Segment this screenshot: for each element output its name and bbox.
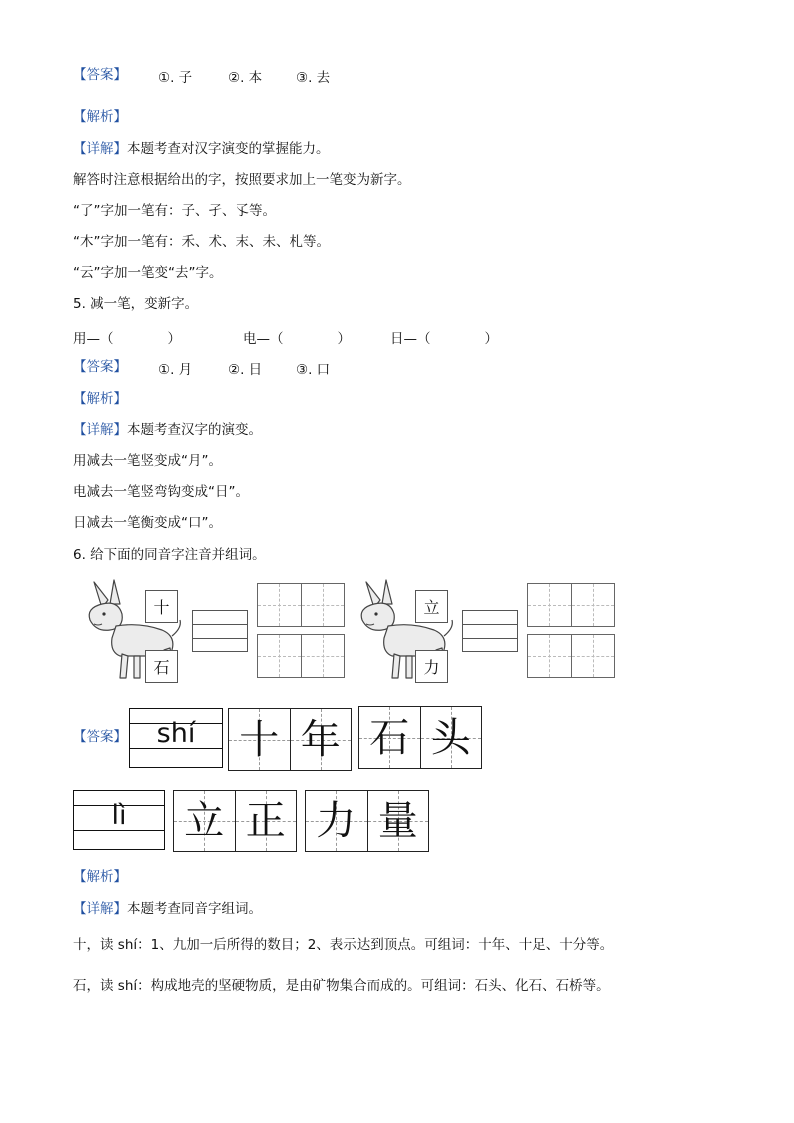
q5-blank-3: 日—（ ） [390,331,498,347]
answer-char: 年 [300,716,341,763]
q4-answer-1: ①. 子 [158,70,193,86]
q4-answer-2: ②. 本 [228,70,263,86]
answer-char: 立 [184,798,225,844]
q4-analysis-line: “云”字加一笔变“去”字。 [73,265,223,281]
answer-char: 正 [245,798,286,844]
answer-char: 石 [369,714,410,761]
pinyin-text: lì [111,800,127,831]
q5-analysis-line: 电减去一笔竖弯钩变成“日”。 [73,484,249,500]
q5-detail-line [73,421,262,439]
answer-char: 十 [239,716,280,763]
answer-tag: 【答案】 [73,359,127,375]
detail-text: 本题考查对汉字演变的掌握能力。 [127,141,330,157]
q5-analysis-tag: 【解析】 [73,391,127,407]
pinyin-blank-lines [192,610,248,652]
figure-char-box: 立 [415,590,448,623]
q5-analysis-line: 用减去一笔竖变成“月”。 [73,453,222,469]
q6-title: 6. 给下面的同音字注音并组词。 [73,547,266,563]
q5-answer-3: ③. 口 [296,362,331,378]
q4-analysis-line: 解答时注意根据给出的字，按照要求加上一笔变为新字。 [73,172,411,188]
detail-text: 本题考查同音字组词。 [127,901,262,917]
empty-word-grid [257,634,345,678]
detail-tag: 【详解】 [73,141,127,157]
pinyin-text: shí [156,718,196,749]
figure-char-box: 石 [145,650,178,683]
answer-word-grid [228,708,352,771]
pinyin-answer-box [73,790,165,850]
answer-char: 力 [316,798,357,844]
q5-title: 5. 减一笔，变新字。 [73,296,199,312]
figure-char-box: 力 [415,650,448,683]
q6-analysis-tag: 【解析】 [73,869,127,885]
answer-word-grid [173,790,297,852]
q4-detail-line [73,140,330,158]
q4-answer-3: ③. 去 [296,70,331,86]
q4-answer-row [73,66,127,84]
detail-text: 本题考查汉字的演变。 [127,422,262,438]
empty-word-grid [527,634,615,678]
q4-analysis-line: “木”字加一笔有：禾、术、末、未、札等。 [73,234,330,250]
q4-analysis-tag: 【解析】 [73,109,127,125]
q5-blank-1: 用—（ ） [73,331,181,347]
pinyin-answer-box [129,708,223,768]
q5-answer-1: ①. 月 [158,362,193,378]
empty-word-grid [527,583,615,627]
answer-tag: 【答案】 [73,67,127,83]
q6-analysis-line: 石，读 shí：构成地壳的坚硬物质，是由矿物集合而成的。可组词：石头、化石、石桥等。 [73,978,610,994]
pinyin-blank-lines [462,610,518,652]
q5-blank-2: 电—（ ） [243,331,351,347]
answer-word-grid [358,706,482,769]
q5-answer-2: ②. 日 [228,362,263,378]
empty-word-grid [257,583,345,627]
detail-tag: 【详解】 [73,901,127,917]
answer-char: 量 [377,798,418,844]
figure-char-box: 十 [145,590,178,623]
q6-answer-tag: 【答案】 [73,729,127,745]
q5-analysis-line: 日减去一笔衡变成“口”。 [73,515,222,531]
q5-answer-row [73,358,127,376]
answer-word-grid [305,790,429,852]
detail-tag: 【详解】 [73,422,127,438]
answer-char: 头 [430,714,471,761]
q4-analysis-line: “了”字加一笔有：子、孑、孓等。 [73,203,276,219]
q6-analysis-line: 十，读 shí：1、九加一后所得的数目；2、表示达到顶点。可组词：十年、十足、十分等。 [73,937,614,953]
q6-detail-line [73,900,262,918]
